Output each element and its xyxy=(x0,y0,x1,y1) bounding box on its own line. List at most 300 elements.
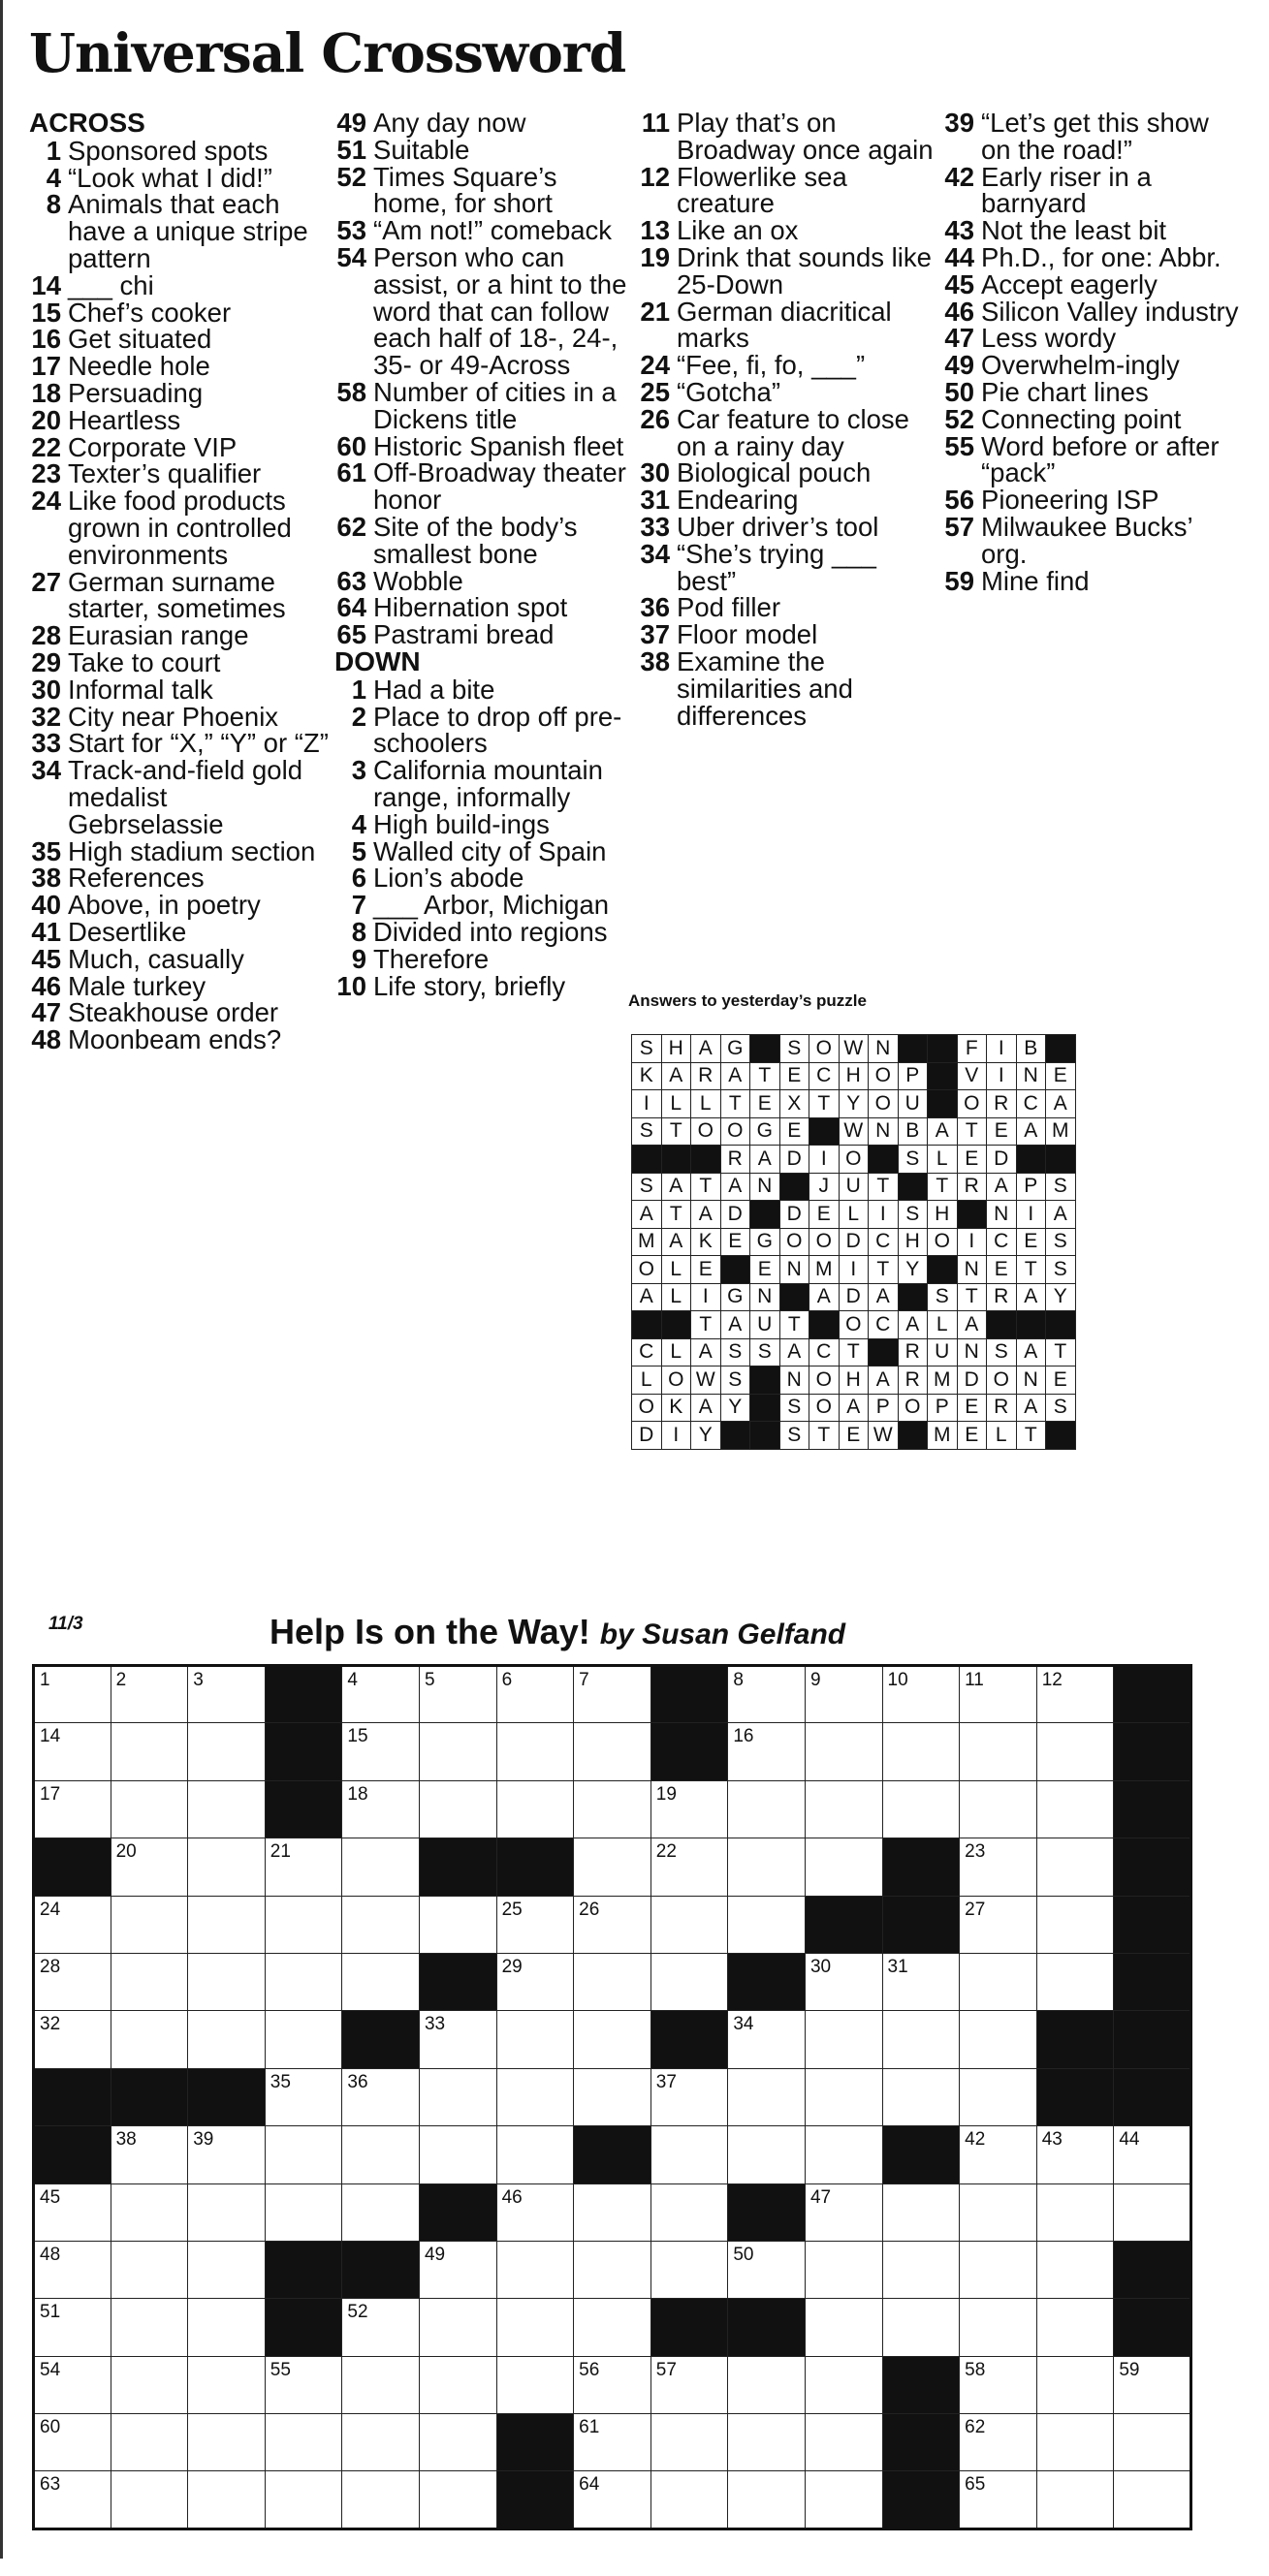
grid-cell[interactable] xyxy=(728,1838,806,1896)
grid-cell[interactable] xyxy=(188,2011,266,2068)
answer-letter-cell: S xyxy=(632,1035,662,1063)
clue-item[interactable] xyxy=(638,594,938,621)
grid-cell[interactable] xyxy=(805,2356,882,2413)
grid-cell[interactable] xyxy=(1036,1838,1114,1896)
grid-cell[interactable] xyxy=(574,2068,651,2125)
grid-cell[interactable] xyxy=(728,2011,806,2068)
grid-cell[interactable] xyxy=(650,1953,728,2010)
grid-cell[interactable] xyxy=(728,2241,806,2298)
grid-cell[interactable] xyxy=(574,1896,651,1953)
puzzle-byline: by Susan Gelfand xyxy=(599,1618,846,1650)
clue-item[interactable] xyxy=(638,110,938,164)
clue-item[interactable] xyxy=(29,353,330,380)
clue-text: Therefore xyxy=(373,943,490,974)
grid-cell[interactable] xyxy=(728,2068,806,2125)
grid-cell[interactable] xyxy=(574,2241,651,2298)
clue-item[interactable] xyxy=(334,217,635,244)
answer-letter-cell: V xyxy=(957,1062,987,1090)
grid-cell[interactable] xyxy=(342,2126,420,2183)
grid-cell[interactable] xyxy=(1036,2241,1114,2298)
grid-cell[interactable] xyxy=(882,1953,960,2010)
clue-item[interactable] xyxy=(29,487,330,568)
clue-item[interactable] xyxy=(334,943,635,974)
clue-item[interactable] xyxy=(638,217,938,244)
grid-cell[interactable] xyxy=(882,2183,960,2241)
grid-cell[interactable] xyxy=(960,2068,1037,2125)
grid-cell[interactable] xyxy=(419,2068,496,2125)
clue-item[interactable] xyxy=(942,430,1243,488)
grid-cell[interactable] xyxy=(650,2356,728,2413)
clue-item[interactable] xyxy=(638,459,938,487)
grid-cell[interactable] xyxy=(574,2011,651,2068)
clue-item[interactable] xyxy=(334,241,635,381)
grid-cell[interactable] xyxy=(34,2471,111,2529)
grid-cell[interactable] xyxy=(1036,1723,1114,1780)
grid-cell[interactable] xyxy=(882,1780,960,1838)
grid-cell[interactable] xyxy=(1036,2414,1114,2471)
answer-black-square xyxy=(869,1146,899,1174)
grid-cell[interactable] xyxy=(728,2414,806,2471)
grid-cell[interactable] xyxy=(728,2471,806,2529)
grid-cell[interactable] xyxy=(574,1723,651,1780)
clue-item[interactable] xyxy=(29,431,330,462)
answer-letter-cell: T xyxy=(720,1090,750,1118)
grid-cell[interactable] xyxy=(188,2126,266,2183)
grid-cell[interactable] xyxy=(419,2356,496,2413)
grid-cell[interactable] xyxy=(419,1723,496,1780)
clue-item[interactable] xyxy=(638,376,938,407)
grid-cell[interactable] xyxy=(1036,1953,1114,2010)
grid-cell[interactable] xyxy=(342,2299,420,2356)
grid-cell[interactable] xyxy=(1036,1780,1114,1838)
clue-item[interactable] xyxy=(29,191,330,271)
grid-cell[interactable] xyxy=(1114,2471,1191,2529)
grid-cell[interactable] xyxy=(496,1780,574,1838)
grid-cell[interactable] xyxy=(805,2126,882,2183)
grid-cell[interactable] xyxy=(574,2414,651,2471)
grid-cell[interactable] xyxy=(265,2414,342,2471)
clue-item[interactable] xyxy=(638,538,938,596)
grid-cell[interactable] xyxy=(188,1666,266,1723)
grid-cell[interactable] xyxy=(265,2011,342,2068)
clue-item[interactable] xyxy=(334,376,635,434)
grid-cell[interactable] xyxy=(496,2011,574,2068)
grid-cell[interactable] xyxy=(265,2356,342,2413)
clue-item[interactable] xyxy=(334,110,635,137)
clue-item[interactable] xyxy=(942,268,1243,299)
grid-cell[interactable] xyxy=(960,1896,1037,1953)
clue-item[interactable] xyxy=(29,892,330,919)
clue-item[interactable] xyxy=(29,377,330,408)
grid-cell[interactable] xyxy=(342,1666,420,1723)
grid-cell[interactable] xyxy=(960,2011,1037,2068)
grid-cell[interactable] xyxy=(265,2126,342,2183)
grid-cell[interactable] xyxy=(265,1838,342,1896)
answer-letter-cell: A xyxy=(720,1173,750,1201)
grid-cell[interactable] xyxy=(188,1896,266,1953)
grid-cell[interactable] xyxy=(265,2068,342,2125)
clue-item[interactable] xyxy=(638,487,938,514)
grid-cell[interactable] xyxy=(805,1953,882,2010)
grid-cell[interactable] xyxy=(1036,2126,1114,2183)
grid-cell[interactable] xyxy=(496,2183,574,2241)
grid-cell[interactable] xyxy=(342,1838,420,1896)
grid-cell[interactable] xyxy=(111,1666,188,1723)
grid-cell[interactable] xyxy=(265,2183,342,2241)
clue-item[interactable] xyxy=(334,757,635,811)
grid-cell[interactable] xyxy=(188,1953,266,2010)
clue-item[interactable] xyxy=(29,943,330,974)
clue-text: High stadium section xyxy=(68,835,316,866)
grid-cell[interactable] xyxy=(265,2471,342,2529)
grid-cell[interactable] xyxy=(650,2183,728,2241)
clue-item[interactable] xyxy=(29,999,330,1026)
grid-cell[interactable] xyxy=(34,1666,111,1723)
clue-item[interactable] xyxy=(942,298,1243,326)
clue-item[interactable] xyxy=(638,403,938,461)
grid-cell[interactable] xyxy=(650,2241,728,2298)
grid-cell[interactable] xyxy=(111,2011,188,2068)
clue-item[interactable] xyxy=(29,404,330,435)
grid-cell[interactable] xyxy=(650,2068,728,2125)
clue-item[interactable] xyxy=(29,646,330,677)
clue-item[interactable] xyxy=(334,430,635,461)
cell-number: 49 xyxy=(424,2244,446,2265)
grid-cell[interactable] xyxy=(34,1780,111,1838)
grid-cell[interactable] xyxy=(960,1666,1037,1723)
clue-item[interactable] xyxy=(334,134,635,165)
grid-cell[interactable] xyxy=(111,1780,188,1838)
grid-cell[interactable] xyxy=(1114,2126,1191,2183)
grid-cell[interactable] xyxy=(805,1780,882,1838)
clue-item[interactable] xyxy=(334,835,635,866)
grid-cell[interactable] xyxy=(805,1666,882,1723)
grid-cell[interactable] xyxy=(882,2299,960,2356)
grid-cell[interactable] xyxy=(960,2183,1037,2241)
answer-letter-cell: M xyxy=(809,1256,840,1284)
grid-cell[interactable] xyxy=(342,2471,420,2529)
grid-cell[interactable] xyxy=(111,1838,188,1896)
grid-cell[interactable] xyxy=(728,1666,806,1723)
clue-number: 23 xyxy=(31,458,61,489)
clue-item[interactable] xyxy=(638,352,938,379)
grid-cell[interactable] xyxy=(805,2241,882,2298)
clue-item[interactable] xyxy=(638,621,938,648)
grid-cell[interactable] xyxy=(805,1838,882,1896)
grid-cell[interactable] xyxy=(1036,2299,1114,2356)
grid-cell[interactable] xyxy=(496,1896,574,1953)
grid-cell[interactable] xyxy=(34,1896,111,1953)
clue-item[interactable] xyxy=(334,459,635,514)
grid-cell[interactable] xyxy=(496,1723,574,1780)
grid-cell[interactable] xyxy=(111,1896,188,1953)
grid-cell[interactable] xyxy=(960,2126,1037,2183)
grid-cell[interactable] xyxy=(496,1953,574,2010)
clue-item[interactable] xyxy=(638,161,938,219)
clue-item[interactable] xyxy=(942,376,1243,407)
grid-cell[interactable] xyxy=(34,2356,111,2413)
grid-cell[interactable] xyxy=(574,1953,651,2010)
answer-letter-cell: E xyxy=(1046,1367,1076,1395)
grid-cell[interactable] xyxy=(111,2299,188,2356)
answer-letter-cell: O xyxy=(987,1367,1017,1395)
grid-cell[interactable] xyxy=(496,2126,574,2183)
clue-text: Hibernation spot xyxy=(373,592,568,623)
grid-cell[interactable] xyxy=(111,2241,188,2298)
clue-item[interactable] xyxy=(942,511,1243,569)
grid-row xyxy=(34,2011,1191,2068)
grid-cell[interactable] xyxy=(342,1780,420,1838)
grid-cell[interactable] xyxy=(728,2126,806,2183)
grid-cell[interactable] xyxy=(419,1666,496,1723)
grid-cell[interactable] xyxy=(265,1896,342,1953)
clue-item[interactable] xyxy=(29,970,330,1001)
grid-cell[interactable] xyxy=(650,2414,728,2471)
grid-cell[interactable] xyxy=(574,2471,651,2529)
grid-cell[interactable] xyxy=(650,1896,728,1953)
grid-cell[interactable] xyxy=(882,2241,960,2298)
clue-number: 11 xyxy=(641,108,670,138)
clue-item[interactable] xyxy=(334,511,635,569)
grid-cell[interactable] xyxy=(419,2126,496,2183)
clue-item[interactable] xyxy=(334,621,635,648)
clue-item[interactable] xyxy=(638,511,938,542)
grid-cell[interactable] xyxy=(650,2126,728,2183)
grid-cell[interactable] xyxy=(650,2471,728,2529)
across-heading: ACROSS xyxy=(29,108,145,138)
grid-cell[interactable] xyxy=(496,2356,574,2413)
grid-cell[interactable] xyxy=(882,1723,960,1780)
grid-cell[interactable] xyxy=(650,1838,728,1896)
grid-cell[interactable] xyxy=(342,2183,420,2241)
answer-letter-cell: R xyxy=(691,1062,721,1090)
clue-item[interactable] xyxy=(334,161,635,219)
clue-item[interactable] xyxy=(942,403,1243,434)
grid-cell[interactable] xyxy=(805,2299,882,2356)
grid-cell[interactable] xyxy=(805,2011,882,2068)
clue-item[interactable] xyxy=(942,161,1243,219)
answer-letter-cell: E xyxy=(720,1228,750,1256)
grid-cell[interactable] xyxy=(728,1723,806,1780)
grid-cell[interactable] xyxy=(342,1896,420,1953)
clue-item[interactable] xyxy=(29,135,330,166)
grid-cell[interactable] xyxy=(34,2241,111,2298)
black-square xyxy=(650,2299,728,2356)
black-square xyxy=(342,2011,420,2068)
grid-cell[interactable] xyxy=(805,2183,882,2241)
grid-cell[interactable] xyxy=(1114,2183,1191,2241)
grid-cell[interactable] xyxy=(960,1780,1037,1838)
clue-item[interactable] xyxy=(638,241,938,299)
grid-cell[interactable] xyxy=(1036,2183,1114,2241)
grid-cell[interactable] xyxy=(960,2241,1037,2298)
clue-item[interactable] xyxy=(942,241,1243,272)
grid-cell[interactable] xyxy=(419,2299,496,2356)
clue-item[interactable] xyxy=(29,622,330,649)
clue-item[interactable] xyxy=(334,892,635,919)
grid-cell[interactable] xyxy=(188,1723,266,1780)
grid-cell[interactable] xyxy=(574,2299,651,2356)
cell-number: 57 xyxy=(655,2359,677,2380)
grid-cell[interactable] xyxy=(574,1780,651,1838)
clue-item[interactable] xyxy=(29,916,330,947)
clue-item[interactable] xyxy=(29,864,330,892)
clue-item[interactable] xyxy=(334,565,635,596)
grid-cell[interactable] xyxy=(419,2241,496,2298)
clue-text: Track-and-field gold medalist Gebrselassie xyxy=(68,755,303,839)
grid-cell[interactable] xyxy=(1036,1666,1114,1723)
grid-cell[interactable] xyxy=(1036,2356,1114,2413)
black-square xyxy=(728,2183,806,2241)
clue-item[interactable] xyxy=(29,299,330,327)
answer-letter-cell: A xyxy=(661,1062,691,1090)
clue-item[interactable] xyxy=(29,676,330,704)
grid-cell[interactable] xyxy=(1036,1896,1114,1953)
clue-item[interactable] xyxy=(942,487,1243,514)
grid-cell[interactable] xyxy=(111,2414,188,2471)
grid-cell[interactable] xyxy=(342,1953,420,2010)
grid-cell[interactable] xyxy=(111,2126,188,2183)
grid-cell[interactable] xyxy=(496,2241,574,2298)
grid-cell[interactable] xyxy=(34,1953,111,2010)
clue-number: 5 xyxy=(351,835,366,866)
clue-text: Texter’s qualifier xyxy=(68,458,262,489)
grid-cell[interactable] xyxy=(188,2414,266,2471)
grid-cell[interactable] xyxy=(1114,2356,1191,2413)
grid-cell[interactable] xyxy=(728,2356,806,2413)
grid-cell[interactable] xyxy=(728,1780,806,1838)
grid-cell[interactable] xyxy=(496,2068,574,2125)
grid-cell[interactable] xyxy=(342,2356,420,2413)
clue-text: Car feature to close on a rainy day xyxy=(677,403,909,461)
clue-item[interactable] xyxy=(942,110,1243,164)
grid-cell[interactable] xyxy=(419,2011,496,2068)
answer-letter-cell: A xyxy=(1016,1117,1046,1146)
black-square xyxy=(1114,1896,1191,1953)
clue-item[interactable] xyxy=(334,864,635,892)
clue-item[interactable] xyxy=(29,566,330,624)
grid-cell[interactable] xyxy=(728,1896,806,1953)
grid-cell[interactable] xyxy=(496,2299,574,2356)
grid-cell[interactable] xyxy=(960,1953,1037,2010)
clue-item[interactable] xyxy=(638,298,938,353)
grid-cell[interactable] xyxy=(419,1780,496,1838)
grid-cell[interactable] xyxy=(805,2471,882,2529)
grid-row xyxy=(34,1838,1191,1896)
answer-letter-cell: W xyxy=(869,1422,899,1450)
answer-letter-cell: R xyxy=(987,1090,1017,1118)
grid-cell[interactable] xyxy=(111,1953,188,2010)
grid-cell[interactable] xyxy=(960,2356,1037,2413)
answer-letter-cell: L xyxy=(661,1090,691,1118)
grid-cell[interactable] xyxy=(960,1838,1037,1896)
clue-item[interactable] xyxy=(29,835,330,866)
grid-cell[interactable] xyxy=(34,2183,111,2241)
clue-item[interactable] xyxy=(942,217,1243,244)
grid-cell[interactable] xyxy=(34,2011,111,2068)
grid-cell[interactable] xyxy=(342,1723,420,1780)
grid-cell[interactable] xyxy=(882,2068,960,2125)
black-square xyxy=(1114,1666,1191,1723)
clue-item[interactable] xyxy=(334,916,635,947)
clue-item[interactable] xyxy=(334,701,635,759)
grid-cell[interactable] xyxy=(650,1780,728,1838)
grid-cell[interactable] xyxy=(419,2414,496,2471)
clue-item[interactable] xyxy=(29,701,330,732)
clue-item[interactable] xyxy=(942,565,1243,596)
grid-cell[interactable] xyxy=(1036,2471,1114,2529)
grid-cell[interactable] xyxy=(960,2414,1037,2471)
grid-cell[interactable] xyxy=(574,2183,651,2241)
answers-row xyxy=(632,1062,1076,1090)
grid-cell[interactable] xyxy=(419,1896,496,1953)
clue-item[interactable] xyxy=(29,460,330,487)
grid-cell[interactable] xyxy=(188,1838,266,1896)
grid-cell[interactable] xyxy=(574,1666,651,1723)
clue-text: Informal talk xyxy=(68,674,213,705)
grid-cell[interactable] xyxy=(188,2356,266,2413)
grid-cell[interactable] xyxy=(882,2011,960,2068)
clue-item[interactable] xyxy=(334,676,635,704)
grid-cell[interactable] xyxy=(496,1666,574,1723)
grid-cell[interactable] xyxy=(188,2471,266,2529)
grid-cell[interactable] xyxy=(574,1838,651,1896)
clue-item[interactable] xyxy=(334,970,635,1001)
crossword-grid[interactable] xyxy=(32,1664,1192,2530)
clue-item[interactable] xyxy=(29,1026,330,1053)
grid-cell[interactable] xyxy=(1114,2414,1191,2471)
grid-cell[interactable] xyxy=(111,2356,188,2413)
grid-cell[interactable] xyxy=(188,2241,266,2298)
clue-item[interactable] xyxy=(29,730,330,757)
grid-cell[interactable] xyxy=(188,1780,266,1838)
grid-cell[interactable] xyxy=(342,2068,420,2125)
clue-item[interactable] xyxy=(942,325,1243,352)
grid-cell[interactable] xyxy=(34,2299,111,2356)
grid-cell[interactable] xyxy=(111,2183,188,2241)
clue-item[interactable] xyxy=(29,162,330,193)
grid-cell[interactable] xyxy=(805,2068,882,2125)
grid-cell[interactable] xyxy=(342,2414,420,2471)
clue-text: Less wordy xyxy=(981,323,1117,354)
grid-cell[interactable] xyxy=(111,1723,188,1780)
grid-cell[interactable] xyxy=(265,1953,342,2010)
clue-item[interactable] xyxy=(334,594,635,621)
clue-item[interactable] xyxy=(29,326,330,353)
grid-cell[interactable] xyxy=(34,2414,111,2471)
grid-cell[interactable] xyxy=(960,2299,1037,2356)
grid-cell[interactable] xyxy=(188,2183,266,2241)
answers-row xyxy=(632,1338,1076,1367)
grid-cell[interactable] xyxy=(882,1666,960,1723)
grid-cell[interactable] xyxy=(960,2471,1037,2529)
clue-item[interactable] xyxy=(942,352,1243,379)
grid-cell[interactable] xyxy=(574,2356,651,2413)
grid-cell[interactable] xyxy=(34,1723,111,1780)
grid-cell[interactable] xyxy=(188,2299,266,2356)
grid-cell[interactable] xyxy=(805,1723,882,1780)
grid-cell[interactable] xyxy=(111,2471,188,2529)
answers-row xyxy=(632,1035,1076,1063)
clue-item[interactable] xyxy=(29,757,330,837)
answer-letter-cell: T xyxy=(779,1311,809,1339)
grid-cell[interactable] xyxy=(960,1723,1037,1780)
clue-item[interactable] xyxy=(334,808,635,839)
clue-item[interactable] xyxy=(29,269,330,300)
grid-cell[interactable] xyxy=(419,2471,496,2529)
grid-cell[interactable] xyxy=(805,2414,882,2471)
clue-item[interactable] xyxy=(638,645,938,731)
